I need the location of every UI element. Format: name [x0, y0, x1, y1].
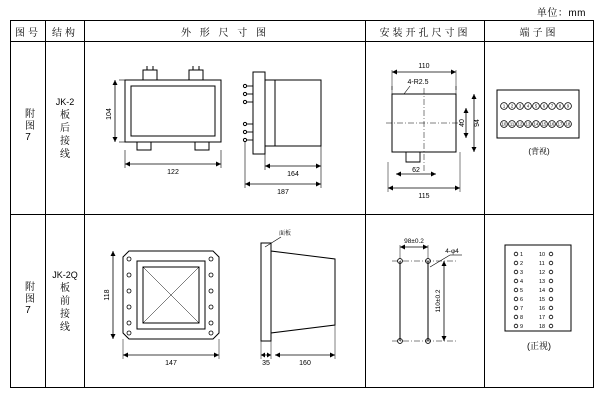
row2-dim-118: 118 — [104, 289, 111, 301]
row2-outline-svg — [85, 215, 363, 385]
row1-mount-dim-40: 40 — [459, 119, 466, 127]
row1-mount-dim-110: 110 — [418, 63, 430, 70]
row2-term-right-11: 11 — [539, 261, 545, 267]
row1-mount-dim-115: 115 — [418, 193, 430, 200]
row2-fig-no — [11, 215, 46, 388]
row2-mount-dim-98: 98±0.2 — [404, 238, 424, 245]
row2-term-right-16: 16 — [539, 306, 546, 312]
row2-structure — [46, 215, 85, 388]
row2-label-panel: 面板 — [278, 231, 292, 237]
row1-structure — [46, 42, 85, 215]
row2-structure-line-4: 线 — [60, 321, 70, 333]
row1-term-bot-15: 15 — [541, 121, 547, 127]
row2-outline-drawing — [85, 215, 366, 388]
header-outline: 外 形 尺 寸 图 — [85, 21, 366, 42]
row1-term-bot-12: 12 — [517, 121, 523, 127]
row1-terminal-diagram — [485, 42, 594, 215]
row1-term-bot-14: 14 — [533, 121, 539, 127]
row2-terminal-diagram — [485, 215, 594, 388]
header-terminal: 端子图 — [485, 21, 594, 42]
row2-term-right-13: 13 — [539, 279, 546, 285]
row1-terminal-svg — [485, 42, 591, 212]
row2-term-right-15: 15 — [539, 297, 546, 303]
dimension-table — [10, 20, 594, 388]
table-header-row — [11, 21, 594, 42]
unit-note: 单位：mm — [536, 8, 586, 19]
row2-term-right-14: 14 — [539, 288, 546, 294]
row1-structure-line-0: JK-2 — [55, 96, 75, 107]
row1-term-top-4: 4 — [526, 103, 530, 109]
row1-dim-187: 187 — [277, 189, 289, 196]
row1-mount-dim-62: 62 — [412, 167, 420, 174]
row1-structure-line-1: 板 — [60, 109, 70, 121]
row2-dim-160: 160 — [299, 360, 311, 367]
row2-dim-147: 147 — [165, 360, 177, 367]
row2-mounting-svg — [366, 215, 482, 385]
row2-term-right-17: 17 — [539, 315, 546, 321]
row2-mounting-drawing — [366, 215, 485, 388]
row1-term-bot-10: 10 — [501, 121, 507, 127]
row1-mounting-drawing — [366, 42, 485, 215]
row1-structure-line-2: 后 — [60, 122, 70, 134]
row1-dim-164: 164 — [287, 171, 299, 178]
header-mounting: 安装开孔尺寸图 — [366, 21, 485, 42]
row2-term-left-7: 7 — [520, 306, 524, 312]
row1-term-bot-16: 16 — [549, 121, 555, 127]
row2-fig-no-text: 附图7 — [22, 281, 34, 318]
row1-term-top-8: 8 — [558, 103, 562, 109]
row1-term-top-9: 9 — [566, 103, 570, 109]
row2-structure-line-1: 板 — [60, 282, 70, 294]
row2-term-left-6: 6 — [520, 297, 524, 303]
row1-outline-drawing — [85, 42, 366, 215]
row1-fig-no — [11, 42, 46, 215]
row1-mounting-svg — [366, 42, 482, 212]
row1-dim-122: 122 — [167, 169, 179, 176]
row1-structure-line-3: 接 — [60, 135, 70, 147]
row1-mount-dim-r25: 4-R2.5 — [407, 79, 429, 86]
header-fig-no: 图号 — [11, 21, 46, 42]
row2-structure-line-3: 接 — [60, 308, 70, 320]
row1-structure-line-4: 线 — [60, 148, 70, 160]
row2-terminal-caption: (正视) — [527, 341, 551, 351]
row1-term-top-2: 2 — [510, 103, 514, 109]
row2-terminal-svg — [485, 215, 591, 385]
row2-term-left-5: 5 — [520, 288, 524, 294]
row1-dim-104: 104 — [106, 108, 113, 120]
row2-term-left-8: 8 — [520, 315, 524, 321]
header-structure: 结构 — [46, 21, 85, 42]
row2-mount-dim-110: 110±0.2 — [435, 289, 442, 313]
row2-mount-dim-hole: 4-φ4 — [445, 248, 459, 255]
row2-term-left-1: 1 — [520, 252, 524, 258]
row2-dim-35: 35 — [262, 360, 270, 367]
table-row — [11, 42, 594, 215]
row1-term-top-3: 3 — [518, 103, 522, 109]
row1-term-bot-17: 17 — [557, 121, 563, 127]
row1-term-top-5: 5 — [534, 103, 538, 109]
row2-term-left-4: 4 — [520, 279, 524, 285]
row1-outline-svg — [85, 42, 363, 212]
row1-term-bot-18: 18 — [565, 121, 571, 127]
row1-term-top-1: 1 — [502, 103, 506, 109]
row2-term-right-18: 18 — [539, 324, 546, 330]
row2-term-left-9: 9 — [520, 324, 524, 330]
row1-term-top-7: 7 — [550, 103, 554, 109]
row1-term-top-6: 6 — [542, 103, 546, 109]
row1-term-bot-11: 11 — [509, 121, 515, 127]
row1-mount-dim-94: 94 — [474, 119, 481, 127]
row1-terminal-caption: (背视) — [528, 147, 550, 156]
row2-term-left-3: 3 — [520, 270, 524, 276]
row2-structure-line-2: 前 — [60, 295, 70, 307]
row2-term-right-12: 12 — [539, 270, 546, 276]
table-row — [11, 215, 594, 388]
row2-term-right-10: 10 — [539, 252, 546, 258]
row2-term-left-2: 2 — [520, 261, 524, 267]
row2-structure-line-0: JK-2Q — [52, 269, 78, 280]
row1-term-bot-13: 13 — [525, 121, 531, 127]
row1-fig-no-text: 附图7 — [22, 108, 34, 145]
